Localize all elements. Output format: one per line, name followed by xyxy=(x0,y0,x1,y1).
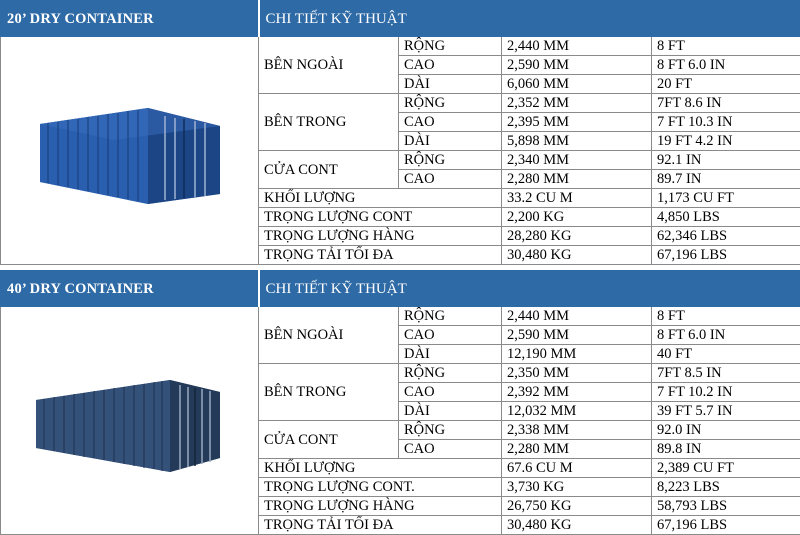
value-metric: 2,395 MM xyxy=(502,113,652,132)
value-metric: 2,392 MM xyxy=(502,383,652,402)
value-metric: 3,730 KG xyxy=(502,478,652,497)
value-metric: 2,280 MM xyxy=(502,440,652,459)
sub-label: RỘNG xyxy=(399,94,502,113)
container-title: 40’ DRY CONTAINER xyxy=(1,271,259,307)
spec-table-40ft xyxy=(0,270,800,535)
value-imperial: 62,346 LBS xyxy=(652,227,800,246)
tare-label: TRỌNG LƯỢNG CONT. xyxy=(259,478,502,497)
container-image-cell xyxy=(1,37,259,265)
value-imperial: 89.8 IN xyxy=(652,440,800,459)
value-metric: 12,032 MM xyxy=(502,402,652,421)
container-title: 20’ DRY CONTAINER xyxy=(1,1,259,37)
table-header xyxy=(1,271,800,307)
value-imperial: 67,196 LBS xyxy=(652,246,800,265)
volume-label: KHỐI LƯỢNG xyxy=(259,459,502,478)
value-imperial: 92.1 IN xyxy=(652,151,800,170)
value-imperial: 8,223 LBS xyxy=(652,478,800,497)
payload-label: TRỌNG LƯỢNG HÀNG xyxy=(259,497,502,516)
sub-label: RỘNG xyxy=(399,364,502,383)
container-40ft-illustration xyxy=(30,366,230,476)
interior-label: BÊN TRONG xyxy=(259,364,399,421)
container-20ft-illustration xyxy=(30,96,230,206)
tare-label: TRỌNG LƯỢNG CONT xyxy=(259,208,502,227)
sub-label: DÀI xyxy=(399,402,502,421)
sub-label: CAO xyxy=(399,383,502,402)
value-metric: 2,590 MM xyxy=(502,56,652,75)
door-label: CỬA CONT xyxy=(259,151,399,189)
value-metric: 2,338 MM xyxy=(502,421,652,440)
value-imperial: 58,793 LBS xyxy=(652,497,800,516)
value-metric: 2,340 MM xyxy=(502,151,652,170)
sub-label: CAO xyxy=(399,326,502,345)
value-imperial: 2,389 CU FT xyxy=(652,459,800,478)
value-imperial: 7 FT 10.3 IN xyxy=(652,113,800,132)
sub-label: DÀI xyxy=(399,345,502,364)
value-imperial: 7FT 8.6 IN xyxy=(652,94,800,113)
spec-table-20ft xyxy=(0,0,800,265)
sub-label: RỘNG xyxy=(399,421,502,440)
value-metric: 2,590 MM xyxy=(502,326,652,345)
table-row xyxy=(1,307,800,326)
value-imperial: 8 FT xyxy=(652,307,800,326)
payload-label: TRỌNG LƯỢNG HÀNG xyxy=(259,227,502,246)
value-metric: 30,480 KG xyxy=(502,246,652,265)
sub-label: RỘNG xyxy=(399,307,502,326)
interior-label: BÊN TRONG xyxy=(259,94,399,151)
value-imperial: 4,850 LBS xyxy=(652,208,800,227)
value-imperial: 8 FT 6.0 IN xyxy=(652,56,800,75)
sub-label: CAO xyxy=(399,56,502,75)
value-metric: 26,750 KG xyxy=(502,497,652,516)
value-metric: 2,280 MM xyxy=(502,170,652,189)
value-imperial: 7FT 8.5 IN xyxy=(652,364,800,383)
sub-label: DÀI xyxy=(399,75,502,94)
value-metric: 2,200 KG xyxy=(502,208,652,227)
detail-title: CHI TIẾT KỸ THUẬT xyxy=(259,271,800,307)
spec-section-20ft xyxy=(0,0,800,265)
value-metric: 2,352 MM xyxy=(502,94,652,113)
value-imperial: 1,173 CU FT xyxy=(652,189,800,208)
sub-label: RỘNG xyxy=(399,151,502,170)
value-imperial: 8 FT 6.0 IN xyxy=(652,326,800,345)
value-imperial: 8 FT xyxy=(652,37,800,56)
spec-section-40ft xyxy=(0,270,800,535)
value-imperial: 19 FT 4.2 IN xyxy=(652,132,800,151)
max-gross-label: TRỌNG TẢI TỐI ĐA xyxy=(259,246,502,265)
value-metric: 6,060 MM xyxy=(502,75,652,94)
value-imperial: 92.0 IN xyxy=(652,421,800,440)
exterior-label: BÊN NGOÀI xyxy=(259,307,399,364)
max-gross-label: TRỌNG TẢI TỐI ĐA xyxy=(259,516,502,535)
value-imperial: 40 FT xyxy=(652,345,800,364)
detail-title: CHI TIẾT KỸ THUẬT xyxy=(259,1,800,37)
value-metric: 33.2 CU M xyxy=(502,189,652,208)
value-metric: 28,280 KG xyxy=(502,227,652,246)
sub-label: DÀI xyxy=(399,132,502,151)
value-imperial: 89.7 IN xyxy=(652,170,800,189)
value-metric: 2,440 MM xyxy=(502,307,652,326)
value-metric: 2,350 MM xyxy=(502,364,652,383)
value-metric: 12,190 MM xyxy=(502,345,652,364)
value-metric: 67.6 CU M xyxy=(502,459,652,478)
value-imperial: 7 FT 10.2 IN xyxy=(652,383,800,402)
value-imperial: 39 FT 5.7 IN xyxy=(652,402,800,421)
value-imperial: 20 FT xyxy=(652,75,800,94)
door-label: CỬA CONT xyxy=(259,421,399,459)
sub-label: CAO xyxy=(399,113,502,132)
table-row xyxy=(1,37,800,56)
table-header xyxy=(1,1,800,37)
value-imperial: 67,196 LBS xyxy=(652,516,800,535)
value-metric: 30,480 KG xyxy=(502,516,652,535)
value-metric: 2,440 MM xyxy=(502,37,652,56)
exterior-label: BÊN NGOÀI xyxy=(259,37,399,94)
sub-label: RỘNG xyxy=(399,37,502,56)
value-metric: 5,898 MM xyxy=(502,132,652,151)
sub-label: CAO xyxy=(399,170,502,189)
container-image-cell xyxy=(1,307,259,535)
volume-label: KHỐI LƯỢNG xyxy=(259,189,502,208)
sub-label: CAO xyxy=(399,440,502,459)
